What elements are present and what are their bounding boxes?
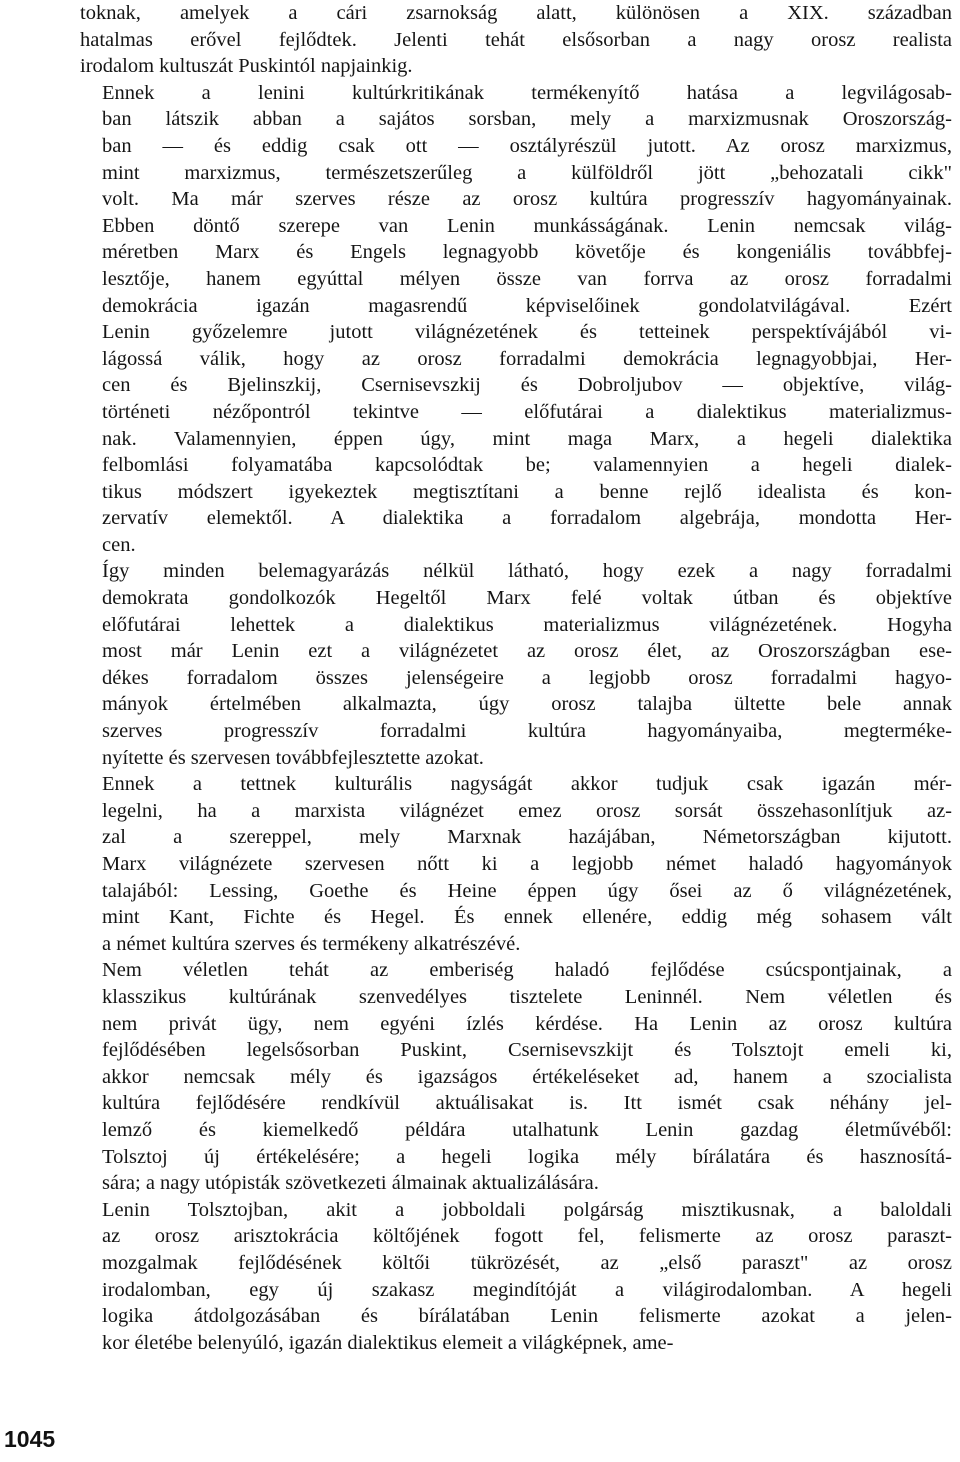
text-line: akkor nemcsak mély és igazságos értékeléseket ad, hanem a szocialista bbox=[102, 1065, 952, 1088]
paragraph bbox=[80, 1197, 952, 1357]
text-line: felbomlási folyamatába kapcsolódtak be; valamennyien a hegeli dialek- bbox=[102, 454, 952, 477]
text-line: irodalom kultuszát Puskintól napjainkig. bbox=[80, 55, 413, 78]
text-line: hatalmas erővel fejlődtek. Jelenti tehát elsősorban a nagy orosz realista bbox=[80, 28, 952, 51]
text-line: ban — és eddig csak ott — osztályrészül jutott. Az orosz marxizmus, bbox=[102, 134, 952, 157]
text-line: volt. Ma már szerves része az orosz kultúra progresszív hagyományainak. bbox=[102, 188, 952, 211]
paragraph bbox=[80, 558, 952, 771]
text-line: az orosz arisztokrácia költőjének fogott fel, felismerte az orosz paraszt- bbox=[102, 1225, 952, 1248]
text-line: nak. Valamennyien, éppen úgy, mint maga Marx, a hegeli dialektika bbox=[102, 427, 952, 450]
text-line: lágossá válik, hogy az orosz forradalmi demokrácia legnagyobbjai, Her- bbox=[102, 347, 952, 370]
text-line: Így minden belemagyarázás nélkül látható, hogy ezek a nagy forradalmi bbox=[102, 560, 952, 583]
text-line: lesztője, hanem egyúttal mélyen össze van forrva az orosz forradalmi bbox=[102, 267, 952, 290]
text-line: tikus módszert igyekeztek megtisztítani a benne rejlő idealista és kon- bbox=[102, 480, 952, 503]
text-line: cen és Bjelinszkij, Csernisevszkij és Dobroljubov — objektíve, világ- bbox=[102, 374, 952, 397]
text-line: Ebben döntő szerepe van Lenin munkásságának. Lenin nemcsak világ- bbox=[102, 214, 952, 237]
page-number: 1045 bbox=[4, 1426, 56, 1452]
text-line: mozgalmak fejlődésének költői tükrözését, az „első paraszt" az orosz bbox=[102, 1251, 952, 1274]
text-line: mint Kant, Fichte és Hegel. És ennek ellenére, eddig még sohasem vált bbox=[102, 906, 952, 929]
text-line: Nem véletlen tehát az emberiség haladó fejlődése csúcspontjainak, a bbox=[102, 959, 952, 982]
text-line: cen. bbox=[102, 533, 136, 556]
text-line: fejlődésében legelsősorban Puskint, Csernisevszkijt és Tolsztojt emeli ki, bbox=[102, 1039, 952, 1062]
text-line: kor életébe belenyúló, igazán dialektikus elemeit a világképnek, ame- bbox=[102, 1331, 674, 1354]
paragraph bbox=[80, 0, 952, 80]
text-line: mint marxizmus, természetszerűleg a külföldről jött „behozatali cikk" bbox=[102, 161, 952, 184]
page-body bbox=[80, 0, 952, 1356]
paragraph bbox=[80, 771, 952, 957]
text-line: ban látszik abban a sajátos sorsban, mely a marxizmusnak Oroszország- bbox=[102, 108, 952, 131]
text-line: zervatív elemektől. A dialektika a forradalom algebrája, mondotta Her- bbox=[102, 507, 952, 530]
text-line: előfutárai lehettek a dialektikus materializmus világnézetének. Hogyha bbox=[102, 613, 952, 636]
text-line: a német kultúra szerves és termékeny alkatrészévé. bbox=[102, 932, 521, 955]
text-line: Ennek a tettnek kulturális nagyságát akkor tudjuk csak igazán mér- bbox=[102, 773, 952, 796]
text-line: Lenin Tolsztojban, akit a jobboldali polgárság misztikusnak, a baloldali bbox=[102, 1198, 952, 1221]
text-line: klasszikus kultúrának szenvedélyes tisztelete Leninnél. Nem véletlen és bbox=[102, 985, 952, 1008]
text-line: nyítette és szervesen továbbfejlesztette azokat. bbox=[102, 746, 484, 769]
text-line: történeti nézőpontról tekintve — előfutárai a dialektikus materializmus- bbox=[102, 400, 952, 423]
text-line: irodalomban, egy új szakasz megindítóját a világirodalomban. A hegeli bbox=[102, 1278, 952, 1301]
text-line: legelni, ha a marxista világnézet emez orosz sorsát összehasonlítjuk az- bbox=[102, 799, 952, 822]
paragraph bbox=[80, 957, 952, 1196]
text-line: nem privát ügy, nem egyéni ízlés kérdése. Ha Lenin az orosz kultúra bbox=[102, 1012, 952, 1035]
text-line: lemző és kiemelkedő példára utalhatunk Lenin gazdag életművéből: bbox=[102, 1118, 952, 1141]
text-line: dékes forradalom összes jelenségeire a legjobb orosz forradalmi hagyo- bbox=[102, 666, 952, 689]
text-line: mányok értelmében alkalmazta, úgy orosz talajba ültette bele annak bbox=[102, 693, 952, 716]
text-line: Ennek a lenini kultúrkritikának termékenyítő hatása a legvilágosab- bbox=[102, 81, 952, 104]
text-line: logika átdolgozásában és bírálatában Lenin felismerte azokat a jelen- bbox=[102, 1305, 952, 1328]
text-line: toknak, amelyek a cári zsarnokság alatt, különösen a XIX. században bbox=[80, 2, 952, 24]
text-line: Lenin győzelemre jutott világnézetének és tetteinek perspektívájából vi- bbox=[102, 321, 952, 344]
text-line: most már Lenin ezt a világnézetet az orosz élet, az Oroszországban ese- bbox=[102, 640, 952, 663]
text-line: Marx világnézete szervesen nőtt ki a legjobb német haladó hagyományok bbox=[102, 853, 952, 875]
text-line: méretben Marx és Engels legnagyobb követője és kongeniális továbbfej- bbox=[102, 241, 952, 264]
text-line: zal a szereppel, mely Marxnak hazájában, Németországban kijutott. bbox=[102, 826, 952, 849]
text-line: demokrácia igazán magasrendű képviselőinek gondolatvilágával. Ezért bbox=[102, 294, 952, 317]
text-line: kultúra fejlődésére rendkívül aktuálisakat is. Itt ismét csak néhány jel- bbox=[102, 1092, 952, 1115]
text-line: szerves progresszív forradalmi kultúra hagyományaiba, megterméke- bbox=[102, 720, 952, 743]
paragraph bbox=[80, 80, 952, 559]
text-line: sára; a nagy utópisták szövetkezeti álmainak aktualizálására. bbox=[102, 1172, 599, 1195]
text-line: Tolsztoj új értékelésére; a hegeli logika mély bírálatára és hasznosítá- bbox=[102, 1145, 952, 1168]
text-line: demokrata gondolkozók Hegeltől Marx felé voltak útban és objektíve bbox=[102, 587, 952, 610]
text-line: talajából: Lessing, Goethe és Heine éppen úgy ősei az ő világnézetének, bbox=[102, 879, 952, 902]
